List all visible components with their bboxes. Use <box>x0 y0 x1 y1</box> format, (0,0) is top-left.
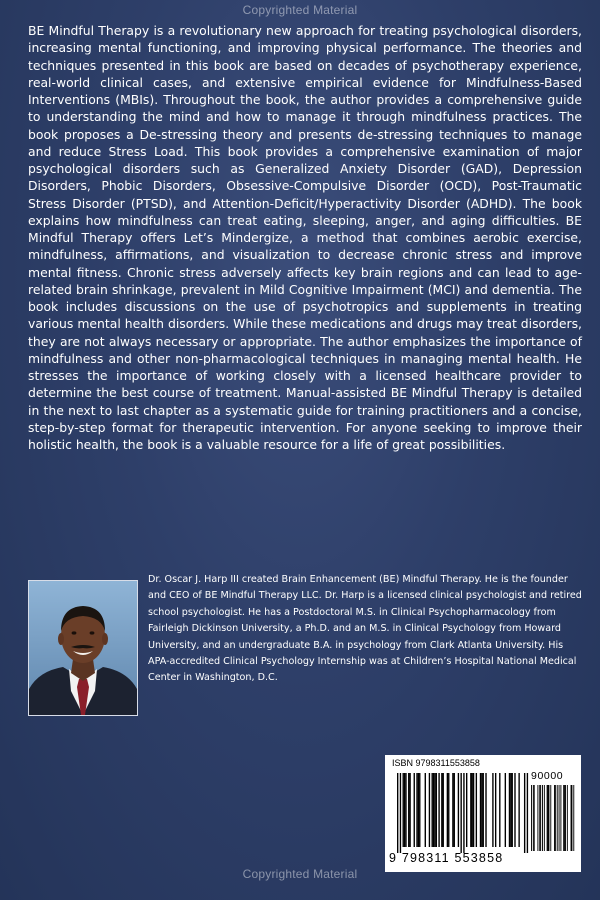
barcode-bar <box>409 773 410 847</box>
barcode-bar <box>448 773 449 847</box>
barcode-bar <box>473 773 474 847</box>
barcode-bar <box>524 773 525 853</box>
barcode-bar <box>480 773 481 847</box>
addon-bar <box>548 785 549 851</box>
addon-bar <box>534 785 535 851</box>
addon-bar <box>559 785 560 851</box>
addon-bar <box>571 785 572 851</box>
barcode-bar <box>436 773 437 847</box>
addon-bar <box>573 785 574 851</box>
barcode-bar <box>499 773 500 847</box>
addon-bar <box>560 785 561 851</box>
barcode-bar <box>400 773 401 853</box>
barcode-bar <box>481 773 482 847</box>
addon-bar <box>565 785 566 851</box>
barcode-bar <box>466 773 467 847</box>
price-code: 90000 <box>531 770 564 782</box>
barcode-bar <box>414 773 415 847</box>
barcode-bar <box>405 773 406 847</box>
addon-bar <box>540 785 541 851</box>
barcode-bar <box>495 773 496 847</box>
barcode-bar <box>518 773 519 847</box>
addon-bar <box>544 785 545 851</box>
barcode-bar <box>434 773 435 847</box>
barcode-bar <box>441 773 442 847</box>
addon-bar <box>547 785 548 851</box>
barcode-bar <box>416 773 417 847</box>
addon-bar <box>554 785 555 851</box>
barcode-bar <box>527 773 528 853</box>
addon-bar <box>563 785 564 851</box>
barcode-bar <box>419 773 420 847</box>
addon-bar <box>555 785 556 851</box>
barcode-bar <box>447 773 448 847</box>
barcode-bar <box>397 773 398 853</box>
addon-bar <box>542 785 543 851</box>
barcode-bar <box>429 773 430 847</box>
barcode-bar <box>425 773 426 847</box>
addon-bar <box>531 785 532 851</box>
barcode-bar <box>433 773 434 847</box>
addon-bar <box>537 785 538 851</box>
barcode-bar <box>432 773 433 847</box>
barcode-bar <box>485 773 486 847</box>
addon-bar <box>571 785 572 851</box>
barcode-bar <box>438 773 439 847</box>
isbn-digits: 9 798311 553858 <box>389 851 504 865</box>
barcode-bar <box>470 773 471 847</box>
barcode-bar <box>418 773 419 847</box>
barcode-bar <box>454 773 455 847</box>
author-bio: Dr. Oscar J. Harp III created Brain Enhancement (BE) Mindful Therapy. He is the founder and CEO of BE Mindful Therapy LLC. Dr. Harp is a licensed clinical psychologist and retired school psychologist. He has a Postdoctoral M.S. in Clinical Psychopharmacology from Fairleigh Dickinson University, a Ph.D. and an M.S. in Clinical Psychology from Howard University, and an undergraduate B.A. in psychology from Clark Atlanta University. His APA-accredited Clinical Psychology Internship was at Children’s Hospital National Medical Center in Washington, D.C. <box>148 574 582 684</box>
barcode-bar <box>408 773 409 847</box>
barcode-bar <box>483 773 484 847</box>
barcode-bar <box>512 773 513 847</box>
watermark-bottom: Copyrighted Material <box>242 867 358 881</box>
author-photo <box>28 580 138 716</box>
barcode-bar <box>505 773 506 847</box>
barcode-bar <box>458 773 459 847</box>
barcode-bar <box>403 773 404 847</box>
addon-bar <box>567 785 568 851</box>
addon-bar <box>548 785 549 851</box>
barcode-bar <box>476 773 477 847</box>
barcode-bar <box>443 773 444 847</box>
addon-bar <box>539 785 540 851</box>
barcode-bar <box>452 773 453 847</box>
barcode-block <box>385 755 581 872</box>
addon-bar <box>533 785 534 851</box>
isbn-label: ISBN 9798311553858 <box>392 758 480 768</box>
barcode-bar <box>463 773 464 853</box>
barcode <box>385 771 581 853</box>
watermark-top: Copyrighted Material <box>242 3 358 17</box>
barcode-bar <box>472 773 473 847</box>
barcode-bar <box>510 773 511 847</box>
barcode-bar <box>509 773 510 847</box>
book-description: BE Mindful Therapy is a revolutionary new approach for treating psychological disorders, increasing mental functioning, and improving physical performance. The theories and techniques presented in this book are based on decades of psychotherapy experience, real-world clinical cases, and extensive empirical evidence for Mindfulness-Based Interventions (MBIs). Throughout the book, the author provides a comprehensive guide to understanding the mind and how to manage it through mindfulness practices. The book proposes a De-stressing theory and presents de-stressing techniques to manage and reduce Stress Load. This book provides a comprehensive examination of major psychological disorders such as Generalized Anxiety Disorder (GAD), Depression Disorders, Phobic Disorders, Obsessive-Compulsive Disorder (OCD), Post-Traumatic Stress Disorder (PTSD), and Attention-Deficit/Hyperactivity Disorder (ADHD). The book explains how mindfulness can treat eating, sleeping, anger, and aging difficulties. BE Mindful Therapy offers Let’s Mindergize, a method that combines aerobic exercise, mindfulness, affirmations, and visualization to decrease chronic stress and improve mental fitness. Chronic stress adversely affects key brain regions and can lead to age-related brain shrinkage, prevalent in Mild Cognitive Impairment (MCI) and dementia. The book includes discussions on the use of psychotropics and supplements in treating various mental health disorders. While these medications and drugs may treat disorders, they are not always necessary or appropriate. The author emphasizes the importance of mindfulness and other non-pharmacological techniques in managing mental health. He stresses the importance of working closely with a licensed healthcare provider to determine the best course of treatment. Manual-assisted BE Mindful Therapy is detailed in the next to last chapter as a systematic guide for training practitioners and a concise, step-by-step format for therapeutic intervention. For anyone seeking to improve their holistic health, the book is a valuable resource for a life of great possibilities. <box>28 23 582 452</box>
barcode-bar <box>492 773 493 847</box>
addon-bar <box>550 785 551 851</box>
addon-bar <box>564 785 565 851</box>
barcode-bar <box>404 773 405 847</box>
barcode-bar <box>514 773 515 847</box>
barcode-bar <box>460 773 461 853</box>
addon-bar <box>557 785 558 851</box>
